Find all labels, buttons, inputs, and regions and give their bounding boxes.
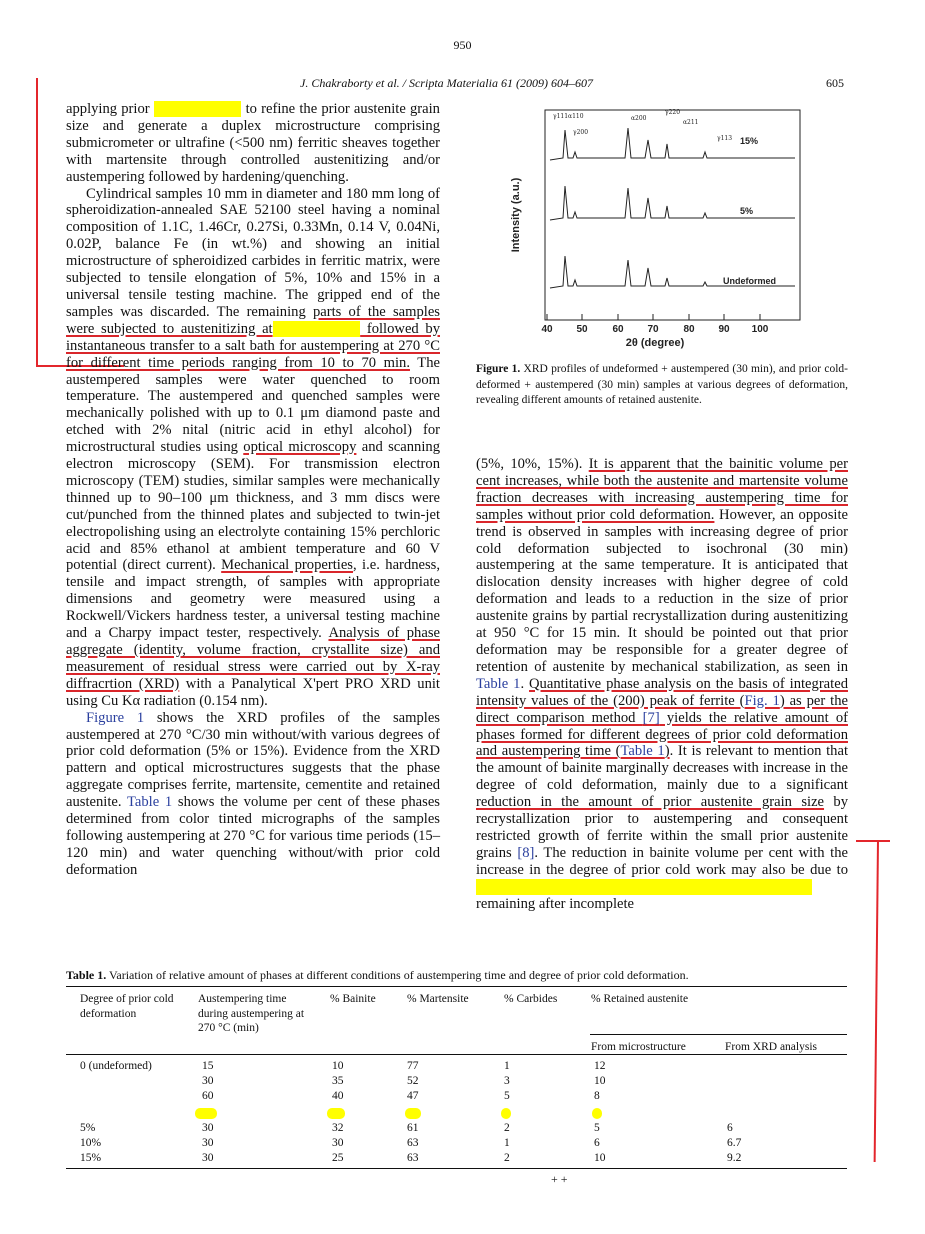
table-cell: 40 <box>332 1090 344 1102</box>
table-cell: 30 <box>202 1122 214 1134</box>
table-cell: 6.7 <box>727 1137 742 1149</box>
table-cell: 77 <box>407 1060 419 1072</box>
table-cell: 1 <box>504 1060 510 1072</box>
x-tick-label: 90 <box>718 324 730 335</box>
table-cell: 10 <box>332 1060 344 1072</box>
table-cell: 30 <box>202 1152 214 1164</box>
running-head: J. Chakraborty et al. / Scripta Materialia 61 (2009) 604–607 <box>300 76 593 90</box>
table-cell: 2 <box>504 1152 510 1164</box>
fig-1-link[interactable]: Fig. 1 <box>744 692 780 709</box>
xrd-curve-5 <box>550 186 795 220</box>
right-annotation-bracket-horizontal <box>856 840 890 842</box>
col-header-bainite: % Bainite <box>330 993 376 1005</box>
col-header-carbides: % Carbides <box>504 993 558 1005</box>
table-cell: 5% <box>80 1122 96 1134</box>
table-cell: 61 <box>407 1122 419 1134</box>
table-cell: 3 <box>504 1075 510 1087</box>
table-cell: 52 <box>407 1075 419 1087</box>
col-header-ret-micro: From microstructure <box>591 1041 686 1053</box>
peak-label: γ220 <box>665 109 681 116</box>
table-1-link[interactable]: Table 1 <box>126 794 173 811</box>
table-cell: 63 <box>407 1137 419 1149</box>
table-cell: 10% <box>80 1137 102 1149</box>
col-header-retained: % Retained austenite <box>591 993 689 1005</box>
right-column <box>476 456 848 912</box>
x-tick-label: 70 <box>647 324 659 335</box>
table-1-link[interactable]: Table 1 <box>476 675 521 692</box>
x-axis-ticks <box>547 314 760 320</box>
table-cell: 2 <box>504 1122 510 1134</box>
table-caption: Table 1. Variation of relative amount of phases at different conditions of austempering time and degree of prior cold deformation. <box>66 968 689 982</box>
peak-label: γ113 <box>717 135 733 142</box>
table-cell: 60 <box>202 1090 214 1102</box>
footer-marks: + + <box>551 1172 568 1186</box>
highlight-mark <box>501 1108 511 1119</box>
table-cell: 6 <box>727 1122 733 1134</box>
table-cell: 30 <box>332 1137 344 1149</box>
table-cell: 12 <box>594 1060 606 1072</box>
top-page-number: 950 <box>453 38 472 52</box>
right-annotation-bracket-vertical <box>874 840 879 1162</box>
col-header-deg: Degree of prior cold deformation <box>80 993 174 1020</box>
table-cell: 5 <box>594 1122 600 1134</box>
figure-1-link[interactable]: Figure 1 <box>86 709 145 726</box>
paragraph-1: applying prior to refine the prior austenite grain size and generate a duplex microstructure comprising submicrometer or ultrafine (<500 nm) ferritic sheaves together with martensite through controlled austenitizing and/or austempering followed by hardening/quenching. <box>66 101 440 185</box>
table-cell: 8 <box>594 1090 600 1102</box>
table-cell: 9.2 <box>727 1152 742 1164</box>
table-cell: 32 <box>332 1122 344 1134</box>
figure-caption: Figure 1. XRD profiles of undeformed + austempered (30 min), and prior cold-deformed + austempered (30 min) samples at various degrees of deformation, revealing different amounts of retained austenite. <box>476 363 848 406</box>
table-rule-sub <box>590 1034 847 1035</box>
table-cell: 1 <box>504 1137 510 1149</box>
table-rule-bottom <box>66 1168 847 1169</box>
x-tick-label: 50 <box>576 324 588 335</box>
highlight-redaction <box>154 101 242 117</box>
curve-label-undeformed: Undeformed <box>723 276 777 286</box>
peak-label: γ111α110 <box>553 113 584 120</box>
peak-label: γ200 <box>573 129 589 136</box>
table-cell: 15 <box>202 1060 214 1072</box>
highlight-redaction <box>476 879 812 895</box>
x-tick-label: 100 <box>751 324 769 335</box>
paragraph-3: Figure 1 shows the XRD profiles of the samples austempered at 270 °C/30 min without/with various degrees of prior cold deformation (5% or 15%). Evidence from the XRD pattern and optical microstructures suggests that the phase aggregate comprises ferrite, martensite, cementite and retained austenite. Table 1 shows the volume per cent of these phases determined from color tinted micrographs of the samples following austempering at 270 °C for various time periods (15–120 min) and water quenching without/with prior cold deformation <box>66 709 440 878</box>
table-cell: 10 <box>594 1152 606 1164</box>
table-cell: 0 (undeformed) <box>80 1060 152 1072</box>
xrd-figure <box>505 100 805 350</box>
table-rule-top <box>66 986 847 987</box>
left-column <box>66 101 440 879</box>
table-cell: 15% <box>80 1152 102 1164</box>
table-cell: 35 <box>332 1075 344 1087</box>
highlight-mark <box>195 1108 217 1119</box>
paragraph-right: (5%, 10%, 15%). It is apparent that the bainitic volume per cent increases, while both the austenite and martensite volume fraction decreases with increasing austempering time for samples without prior cold deformation. However, an opposite trend is observed in samples with increasing degree of prior cold deformation subjected to isochronal (30 min) austempering at the same temperature. It is anticipated that dislocation density increases with higher degree of cold deformation and leads to a reduction in the size of prior austenite grains by partial recrystallization during austenitizing at 950 °C for 15 min. It should be pointed out that prior deformation may be responsible for a greater degree of retention of austenite by mechanical stabilization, as seen in Table 1. Quantitative phase analysis on the basis of integrated intensity values of the (200) peak of ferrite (Fig. 1) as per the direct comparison method [7] yields the relative amount of phases formed for different degrees of prior cold deformation and austempering time (Table 1). It is relevant to mention that the amount of bainite marginally decreases with increase in the degree of cold deformation, mainly due to a significant reduction in the amount of prior austenite grain size by recrystallization prior to austempering and consequent restricted growth of ferrite within the small prior austenite grains [8]. The reduction in bainite volume per cent with the increase in the degree of prior cold work may also be due to remaining after incomplete <box>476 456 849 912</box>
table-cell: 30 <box>202 1137 214 1149</box>
table-cell: 25 <box>332 1152 344 1164</box>
paragraph-2: Cylindrical samples 10 mm in diameter and 180 mm long of spheroidization-annealed SAE 52100 steel having a nominal composition of 1.1C, 1.46Cr, 0.27Si, 0.33Mn, 0.14 V, 0.04Ni, 0.02P, balance Fe (in wt.%) and showing an initial microstructure of spheroidized carbides in ferritic matrix, were subjected to tensile elongation of 5%, 10% and 15% in a universal tensile testing machine. The gripped end of the samples was discarded. The remaining parts of the samples were subjected to austenitizing at followed by instantaneous transfer to a salt bath for austempering at 270 °C for different time periods ranging from 10 to 70 min. The austempered samples were water quenched to room temperature. The austempered and quenched samples were mechanically polished with up to 0.1 μm diamond paste and etched with 2% nital (nitric acid in ethyl alcohol) for microstructural studies using optical microscopy and scanning electron microscopy (SEM). For transmission electron microscopy (TEM) studies, similar samples were mechanically thinned up to 90–100 μm thickness, and 3 mm discs were cut/punched from the thinned plates and subjected to twin-jet electropolishing using an electrolyte containing 15% perchloric acid and 85% ethanol at ambient temperature and 60 V potential (direct current). Mechanical properties, i.e. hardness, tensile and impact strength, of samples with appropriate dimensions and geometry were measured using a Rockwell/Vickers hardness tester, a universal testing machine and a Charpy impact tester, respectively. Analysis of phase aggregate (identity, volume fraction, crystallite size) and measurement of residual stress were carried out by X-ray diffracrtion (XRD) with a Panalytical X'pert PRO XRD unit using Cu Kα radiation (0.154 nm). <box>66 185 440 709</box>
curve-label-15: 15% <box>740 136 759 146</box>
ref-7-link[interactable]: [7] <box>642 709 660 726</box>
peak-label: α200 <box>631 115 647 122</box>
col-header-time: Austempering time during austempering at 270 °C (min) <box>198 993 305 1034</box>
table-1-link[interactable]: Table 1 <box>620 743 665 760</box>
y-axis-label: Intensity (a.u.) <box>510 177 522 253</box>
ref-8-link[interactable]: [8] <box>517 844 535 861</box>
left-annotation-bracket-vertical <box>36 78 38 366</box>
highlight-redaction <box>273 321 361 337</box>
curve-label-5: 5% <box>740 206 754 216</box>
col-header-martensite: % Martensite <box>407 993 469 1005</box>
table-cell: 6 <box>594 1137 600 1149</box>
table-cell: 63 <box>407 1152 419 1164</box>
highlight-mark <box>405 1108 421 1119</box>
table-cell: 47 <box>407 1090 419 1102</box>
x-tick-label: 40 <box>541 324 553 335</box>
table-cell: 5 <box>504 1090 510 1102</box>
x-tick-label: 60 <box>612 324 624 335</box>
table-cell: 10 <box>594 1075 606 1087</box>
col-header-ret-xrd: From XRD analysis <box>725 1041 817 1053</box>
table-cell: 30 <box>202 1075 214 1087</box>
highlight-mark <box>592 1108 602 1119</box>
x-axis-label: 2θ (degree) <box>625 337 685 349</box>
highlight-mark <box>327 1108 345 1119</box>
page-number: 605 <box>826 76 844 90</box>
x-tick-label: 80 <box>683 324 695 335</box>
peak-label: α211 <box>683 119 699 126</box>
